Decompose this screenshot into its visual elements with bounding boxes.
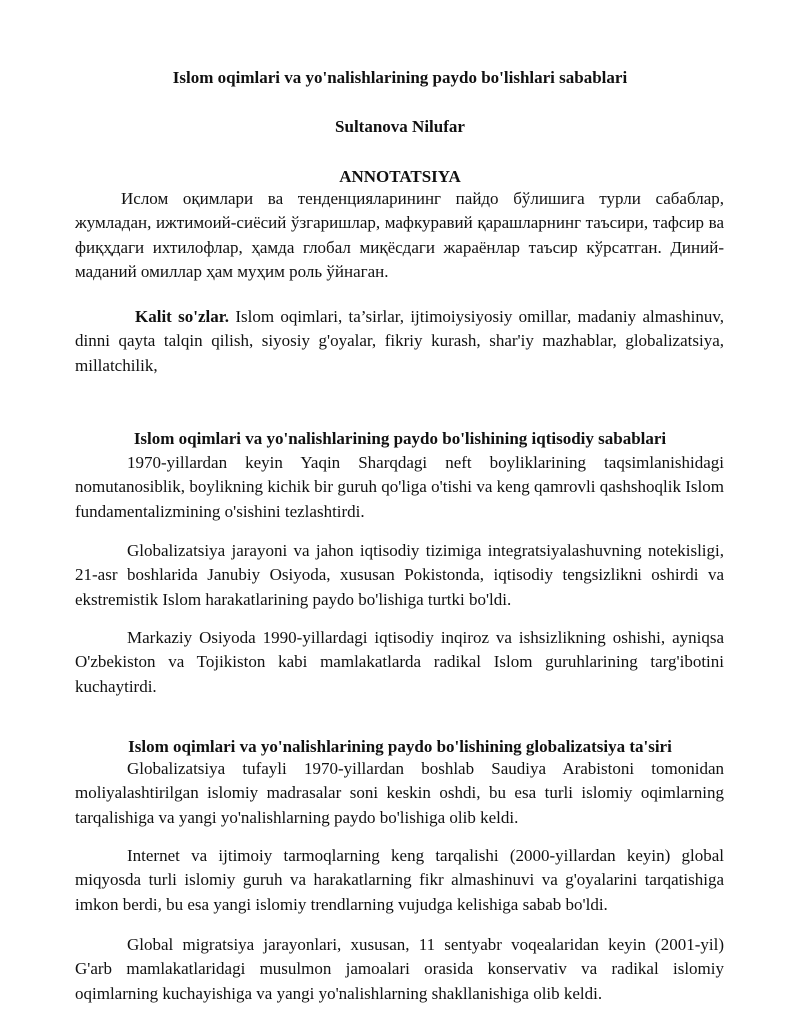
document-title: Islom oqimlari va yo'nalishlarining paydo bo'lishlari sabablari [172,68,628,87]
body-paragraph: Globalizatsiya tufayli 1970-yillardan boshlab Saudiya Arabistoni tomonidan moliyalashtirilgan islomiy madrasalar soni keskin oshdi, bu esa turli islomiy oqimlarning tarqalishiga va yangi yo'nalishlarning paydo bo'lishiga olib keldi. [75,759,724,827]
annotation-heading: ANNOTATSIYA [339,167,461,186]
section1-paragraph-block [75,451,724,524]
keywords-paragraph [75,305,724,378]
keywords-text: Islom oqimlari, ta’sirlar, ijtimoiysiyosiy omillar, madaniy almashinuv, dinni qayta talqin qilish, siyosiy g'oyalar, fikriy kurash, shar'iy mazhablar, globalizatsiya, millatchilik, [75,307,724,375]
body-paragraph: Markaziy Osiyoda 1990-yillardagi iqtisodiy inqiroz va ishsizlikning oshishi, ayniqsa O'zbekiston va Tojikiston kabi mamlakatlarda radikal Islom guruhlarining targ'ibotini kuchaytirdi. [75,628,724,696]
section-heading-economic: Islom oqimlari va yo'nalishlarining paydo bo'lishining iqtisodiy sabablari [133,429,667,448]
section1-paragraph-block [75,626,724,699]
keywords-block [75,305,724,378]
keywords-label: Kalit so'zlar. [135,307,229,326]
section2-paragraph-block [75,844,724,917]
body-paragraph: Internet va ijtimoiy tarmoqlarning keng tarqalishi (2000-yillardan keyin) global miqyosda turli islomiy guruh va harakatlarning fikr almashinuvi va g'oyalarini tarqatishiga imkon berdi, bu esa yangi islomiy trendlarning vujudga kelishiga sabab bo'ldi. [75,846,724,914]
annotation-block [75,187,724,284]
author-name: Sultanova Nilufar [335,117,465,136]
section2-paragraph-block [75,933,724,1006]
section1-paragraph-block [75,539,724,612]
section-heading-globalization: Islom oqimlari va yo'nalishlarining paydo bo'lishining globalizatsiya ta'siri [128,737,672,756]
section2-paragraph-block [75,757,724,830]
body-paragraph: Globalizatsiya jarayoni va jahon iqtisodiy tizimiga integratsiyalashuvning notekisligi, 21-asr boshlarida Janubiy Osiyoda, xususan Pokistonda, iqtisodiy tengsizlikni oshirdi va ekstremistik Islom harakatlarining paydo bo'lishiga turtki bo'ldi. [75,541,724,609]
body-paragraph: 1970-yillardan keyin Yaqin Sharqdagi neft boyliklarining taqsimlanishidagi nomutanosiblik, boylikning kichik bir guruh qo'liga o'tishi va keng qamrovli qashshoqlik Islom fundamentalizmining o'sishini tezlashtirdi. [75,453,724,521]
annotation-paragraph: Ислом оқимлари ва тенденцияларининг пайдо бўлишига турли сабаблар, жумладан, ижтимоий-сиёсий ўзгаришлар, мафкуравий қарашларнинг таъсири, тафсир ва фиқҳдаги ихтилофлар, ҳамда глобал миқёсдаги жараёнлар таъсир кўрсатган. Диний-маданий омиллар ҳам муҳим роль ўйнаган. [75,189,724,281]
body-paragraph: Global migratsiya jarayonlari, xususan, 11 sentyabr voqealaridan keyin (2001-yil) G'arb mamlakatlaridagi musulmon jamoalari orasida konservativ va radikal islomiy oqimlarning kuchayishiga va yangi yo'nalishlarning shakllanishiga olib keldi. [75,935,724,1003]
